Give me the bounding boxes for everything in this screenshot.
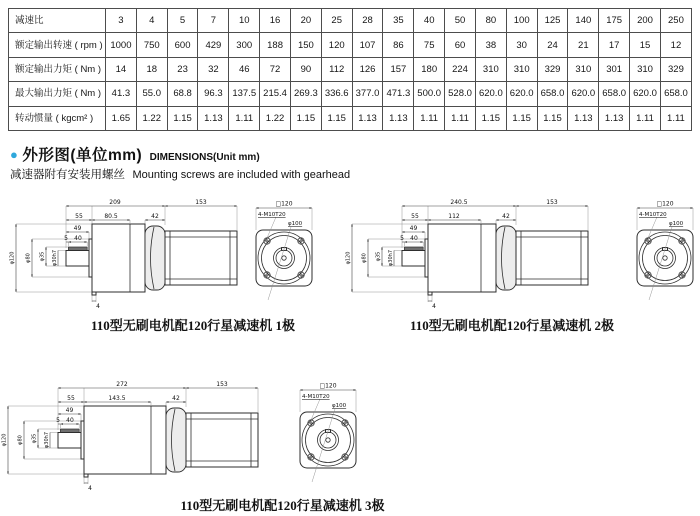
table-cell: 30 [506,33,537,57]
shaft-key [404,247,423,251]
row-label: 最大输出力矩 ( Nm ) [9,82,106,106]
dim-label: 153 [546,199,558,206]
dim-label: 5 [400,235,404,242]
flange-square-label: □120 [656,200,674,208]
table-cell: 200 [630,9,661,33]
table-row [9,33,692,57]
gearbox-body [84,406,166,474]
table-cell: 429 [198,33,229,57]
table-cell: 329 [660,57,691,81]
table-cell: 38 [475,33,506,57]
table-cell: 1.11 [660,106,691,130]
table-cell: 500.0 [414,82,445,106]
dim-label: 55 [75,213,83,220]
flange-front-view [637,201,693,301]
dim-label: 40 [74,235,82,242]
table-cell: 269.3 [290,82,321,106]
table-cell: 528.0 [445,82,476,106]
dim-label: 42 [172,395,180,402]
table-cell: 25 [321,9,352,33]
table-row [9,9,692,33]
dim-label: 143.5 [108,395,126,402]
table-cell: 12 [660,33,691,57]
dimension-drawing-1pole [8,194,320,312]
dim-label: 49 [65,407,74,414]
table-cell: 620.0 [475,82,506,106]
section-heading [10,143,260,165]
dim-label: φ30h7 [388,249,394,267]
dim-label: 4 [88,485,92,492]
table-cell: 5 [167,9,198,33]
table-cell: 72 [260,57,291,81]
motor-body [516,231,588,285]
row-label: 转动惯量 ( kgcm² ) [9,106,106,130]
table-cell: 140 [568,9,599,33]
table-cell: 15 [630,33,661,57]
flange-bcd-label: φ100 [288,221,303,227]
dim-label: 5 [56,417,60,424]
table-cell: 377.0 [352,82,383,106]
flange-bolt-label: 4-M10T20 [302,394,330,400]
table-cell: 96.3 [198,82,229,106]
table-cell: 1.15 [321,106,352,130]
row-label: 额定输出转速 ( rpm ) [9,33,106,57]
table-cell: 126 [352,57,383,81]
table-row [9,57,692,81]
table-cell: 24 [537,33,568,57]
table-cell: 310 [568,57,599,81]
table-cell: 1.13 [568,106,599,130]
table-cell: 3 [106,9,137,33]
gearbox-body [428,224,496,292]
table-cell: 620.0 [630,82,661,106]
table-cell: 188 [260,33,291,57]
table-cell: 1000 [106,33,137,57]
table-cell: 1.13 [599,106,630,130]
dim-label: 40 [410,235,418,242]
caption-3pole: 110型无刷电机配120行星减速机 3极 [180,498,385,513]
table-cell: 1.13 [352,106,383,130]
shaft-key [68,247,87,251]
dim-label: φ30h7 [52,249,58,267]
table-cell: 1.11 [229,106,260,130]
caption-2pole: 110型无刷电机配120行星减速机 2极 [409,318,615,333]
adapter-flange [496,226,516,290]
table-cell: 180 [414,57,445,81]
table-cell: 90 [290,57,321,81]
dim-label: 49 [73,225,82,232]
table-cell: 1.22 [136,106,167,130]
table-cell: 1.15 [290,106,321,130]
table-cell: 215.4 [260,82,291,106]
table-cell: 23 [167,57,198,81]
dim-label: 49 [409,225,418,232]
table-cell: 17 [599,33,630,57]
table-cell: 55.0 [136,82,167,106]
table-cell: 658.0 [660,82,691,106]
table-cell: 157 [383,57,414,81]
dim-label: φ80 [25,253,32,263]
table-cell: 1.15 [506,106,537,130]
motor-body [165,231,237,285]
dim-label: 4 [432,303,436,310]
table-cell: 18 [136,57,167,81]
mount-step [92,292,96,295]
table-cell: 120 [321,33,352,57]
dim-label: 42 [151,213,159,220]
dim-label: φ80 [361,253,368,263]
table-cell: 336.6 [321,82,352,106]
flange-bolt-label: 4-M10T20 [639,212,667,218]
dim-label: 209 [109,199,121,206]
dim-label: 55 [411,213,419,220]
dim-label: 272 [116,381,128,388]
table-cell: 32 [198,57,229,81]
row-label: 减速比 [9,9,106,33]
output-shaft [402,251,425,267]
table-cell: 80 [475,9,506,33]
dimension-drawing-2pole [337,194,700,312]
dim-label: φ120 [9,251,16,265]
dim-label: φ120 [1,433,8,447]
dim-label: 5 [64,235,68,242]
output-shaft [58,433,81,449]
table-cell: 1.15 [475,106,506,130]
section-title-en: DIMENSIONS(Unit mm) [149,152,260,163]
table-cell: 300 [229,33,260,57]
table-cell: 112 [321,57,352,81]
dim-label: φ35 [39,251,46,262]
table-cell: 1.13 [198,106,229,130]
dim-label: φ35 [31,433,38,444]
adapter-flange [166,408,186,472]
table-cell: 1.11 [445,106,476,130]
dim-label: φ35 [375,251,382,262]
dim-label: 112 [448,213,460,220]
table-cell: 28 [352,9,383,33]
table-cell: 20 [290,9,321,33]
specs-table [8,8,692,131]
table-cell: 100 [506,9,537,33]
dim-label: 153 [195,199,207,206]
table-cell: 1.13 [383,106,414,130]
table-cell: 1.11 [630,106,661,130]
flange-square-label: □120 [275,200,293,208]
flange-bolt-label: 4-M10T20 [258,212,286,218]
table-cell: 310 [475,57,506,81]
table-cell: 60 [445,33,476,57]
table-cell: 1.22 [260,106,291,130]
dim-label: 80.5 [104,213,118,220]
dim-label: 4 [96,303,100,310]
table-cell: 21 [568,33,599,57]
table-cell: 301 [599,57,630,81]
table-cell: 1.15 [537,106,568,130]
table-cell: 175 [599,9,630,33]
table-cell: 50 [445,9,476,33]
bullet-icon: ● [10,147,18,162]
caption-1pole: 110型无刷电机配120行星减速机 1极 [90,318,296,333]
dim-label: φ80 [17,435,24,445]
section-note [10,165,350,183]
adapter-flange [145,226,165,290]
table-cell: 620.0 [506,82,537,106]
dimension-drawing-3pole [0,376,365,494]
table-cell: 329 [537,57,568,81]
output-shaft [66,251,89,267]
flange-front-view [256,201,312,301]
table-cell: 68.8 [167,82,198,106]
section-title-cn: 外形图(单位mm) [22,147,143,164]
table-cell: 14 [106,57,137,81]
table-cell: 125 [537,9,568,33]
table-cell: 620.0 [568,82,599,106]
section-note-cn: 减速器附有安装用螺丝 [10,169,125,181]
motor-body [186,413,258,467]
table-cell: 46 [229,57,260,81]
section-note-en: Mounting screws are included with gearhead [132,169,351,181]
flange-square-label: □120 [319,382,337,390]
dim-label: 153 [216,381,228,388]
dim-label: 240.5 [450,199,468,206]
dim-label: φ120 [345,251,352,265]
shaft-key [60,429,79,433]
dim-label: φ30h7 [44,431,50,449]
table-cell: 10 [229,9,260,33]
table-cell: 40 [414,9,445,33]
table-cell: 310 [630,57,661,81]
table-row [9,82,692,106]
dim-label: 40 [66,417,74,424]
table-cell: 86 [383,33,414,57]
mount-step [84,474,88,477]
table-cell: 471.3 [383,82,414,106]
gearbox-body [92,224,145,292]
table-cell: 16 [260,9,291,33]
table-cell: 658.0 [599,82,630,106]
table-cell: 310 [506,57,537,81]
table-cell: 107 [352,33,383,57]
mount-step [428,292,432,295]
flange-front-view [300,383,356,483]
table-cell: 75 [414,33,445,57]
table-cell: 35 [383,9,414,33]
table-cell: 41.3 [106,82,137,106]
table-cell: 750 [136,33,167,57]
dim-label: 55 [67,395,75,402]
flange-bcd-label: φ100 [669,221,684,227]
flange-bcd-label: φ100 [332,403,347,409]
table-cell: 4 [136,9,167,33]
table-cell: 1.15 [167,106,198,130]
table-cell: 1.11 [414,106,445,130]
row-label: 额定输出力矩 ( Nm ) [9,57,106,81]
table-cell: 224 [445,57,476,81]
table-cell: 1.65 [106,106,137,130]
table-row [9,106,692,130]
table-cell: 150 [290,33,321,57]
table-cell: 137.5 [229,82,260,106]
table-cell: 600 [167,33,198,57]
dim-label: 42 [502,213,510,220]
spec-table-body [9,9,692,131]
table-cell: 658.0 [537,82,568,106]
table-cell: 250 [660,9,691,33]
table-cell: 7 [198,9,229,33]
